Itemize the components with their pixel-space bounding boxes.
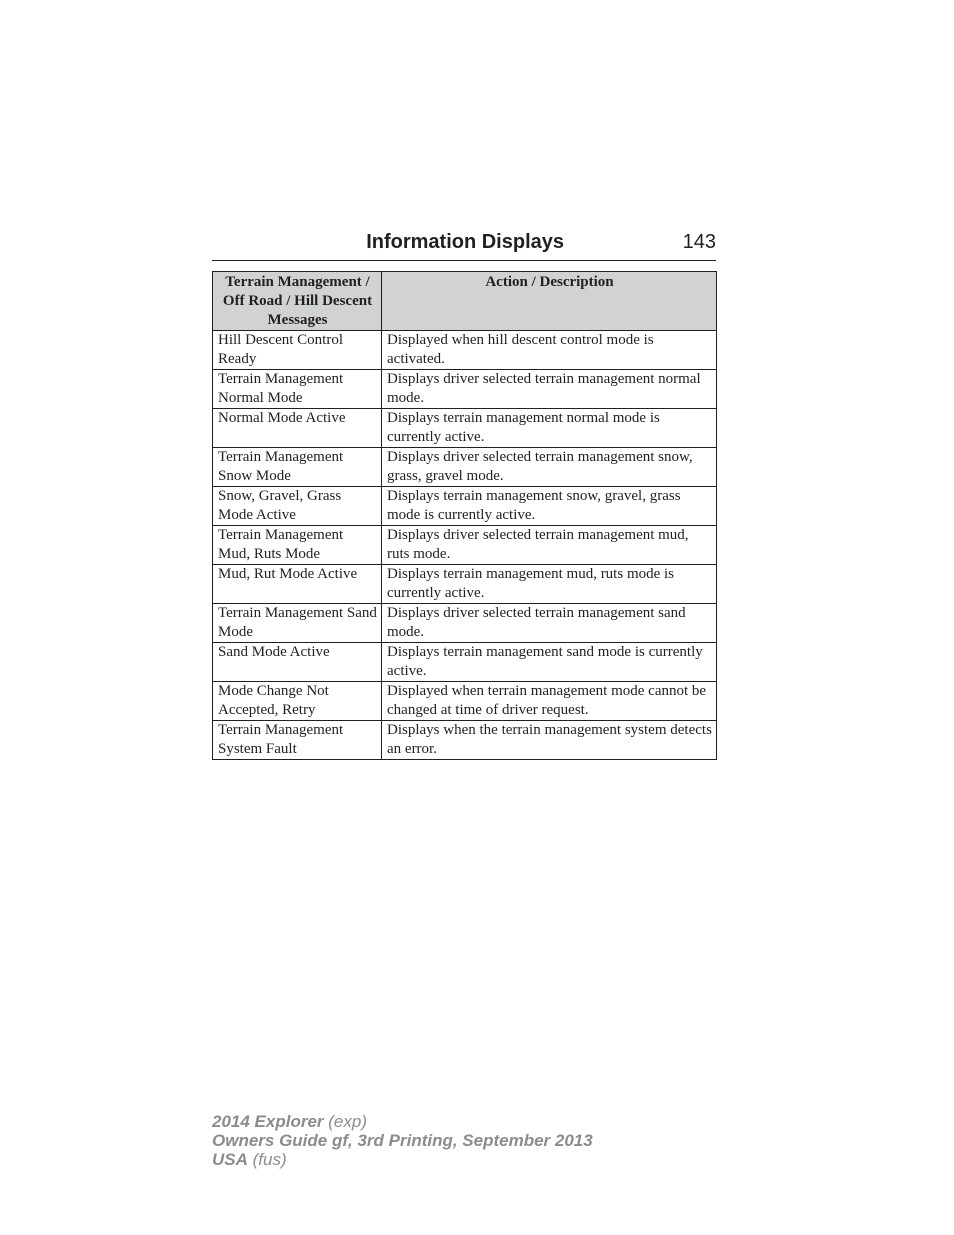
column-header-messages: Terrain Management / Off Road / Hill Descent Messages — [213, 272, 382, 331]
terrain-messages-table — [212, 271, 717, 760]
message-cell: Terrain Management Sand Mode — [213, 604, 382, 643]
page-title: Information Displays — [366, 231, 564, 253]
table-row — [213, 448, 717, 487]
description-cell: Displays driver selected terrain management snow, grass, gravel mode. — [382, 448, 717, 487]
message-cell: Terrain Management Mud, Ruts Mode — [213, 526, 382, 565]
table-row — [213, 604, 717, 643]
description-cell: Displayed when hill descent control mode is activated. — [382, 331, 717, 370]
page-number: 143 — [682, 231, 716, 253]
description-cell: Displays driver selected terrain management sand mode. — [382, 604, 717, 643]
page-header — [212, 228, 716, 261]
table-row — [213, 682, 717, 721]
message-cell: Terrain Management System Fault — [213, 721, 382, 760]
table-row — [213, 721, 717, 760]
message-cell: Hill Descent Control Ready — [213, 331, 382, 370]
table-row — [213, 565, 717, 604]
table-row — [213, 487, 717, 526]
description-cell: Displays driver selected terrain management mud, ruts mode. — [382, 526, 717, 565]
column-header-description: Action / Description — [382, 272, 717, 331]
table-row — [213, 331, 717, 370]
table-row — [213, 526, 717, 565]
description-cell: Displays terrain management snow, gravel, grass mode is currently active. — [382, 487, 717, 526]
message-cell: Sand Mode Active — [213, 643, 382, 682]
description-cell: Displays driver selected terrain management normal mode. — [382, 370, 717, 409]
footer-line-3 — [212, 1150, 593, 1169]
footer-model: 2014 Explorer — [212, 1112, 324, 1131]
table-row — [213, 643, 717, 682]
message-cell: Mode Change Not Accepted, Retry — [213, 682, 382, 721]
message-cell: Normal Mode Active — [213, 409, 382, 448]
table-header-row — [213, 272, 717, 331]
description-cell: Displays terrain management sand mode is currently active. — [382, 643, 717, 682]
footer-printing: Owners Guide gf, 3rd Printing, September 2013 — [212, 1131, 593, 1150]
description-cell: Displays terrain management normal mode is currently active. — [382, 409, 717, 448]
message-cell: Snow, Gravel, Grass Mode Active — [213, 487, 382, 526]
footer-model-code: (exp) — [328, 1112, 367, 1131]
footer-market-code: (fus) — [252, 1150, 287, 1169]
table-row — [213, 409, 717, 448]
message-cell: Terrain Management Snow Mode — [213, 448, 382, 487]
document-footer — [212, 1112, 593, 1169]
description-cell: Displays when the terrain management system detects an error. — [382, 721, 717, 760]
description-cell: Displays terrain management mud, ruts mode is currently active. — [382, 565, 717, 604]
footer-market: USA — [212, 1150, 248, 1169]
description-cell: Displayed when terrain management mode cannot be changed at time of driver request. — [382, 682, 717, 721]
table-row — [213, 370, 717, 409]
footer-line-1 — [212, 1112, 593, 1131]
message-cell: Terrain Management Normal Mode — [213, 370, 382, 409]
footer-line-2 — [212, 1131, 593, 1150]
message-cell: Mud, Rut Mode Active — [213, 565, 382, 604]
